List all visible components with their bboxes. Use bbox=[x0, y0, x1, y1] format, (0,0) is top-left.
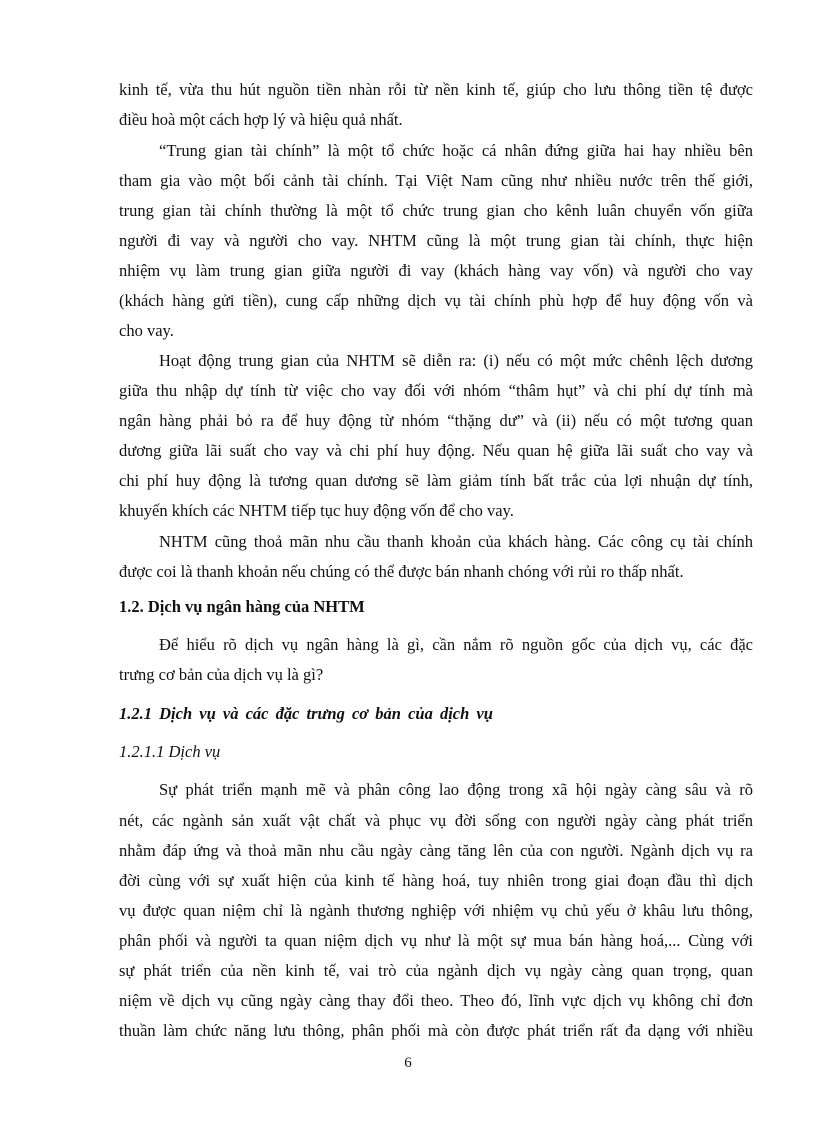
paragraph-line: ngân hàng phải bỏ ra để huy động từ nhóm “thặng dư” và (ii) nếu có một tương quan bbox=[119, 411, 753, 430]
paragraph-line: trưng cơ bản của dịch vụ là gì? bbox=[119, 665, 324, 684]
paragraph-line: Hoạt động trung gian của NHTM sẽ diễn ra: (i) nếu có một mức chênh lệch dương bbox=[159, 351, 753, 370]
paragraph-line: “Trung gian tài chính” là một tổ chức hoặc cá nhân đứng giữa hai hay nhiều bên bbox=[159, 141, 753, 160]
section-heading: 1.2. Dịch vụ ngân hàng của NHTM bbox=[119, 597, 365, 616]
paragraph-line: được coi là thanh khoản nếu chúng có thể được bán nhanh chóng với rủi ro thấp nhất. bbox=[119, 562, 684, 581]
subsubsection-heading: 1.2.1.1 Dịch vụ bbox=[119, 742, 221, 761]
paragraph-line: giữa thu nhập dự tính từ việc cho vay đối với nhóm “thâm hụt” và chi phí dự tính mà bbox=[119, 381, 753, 400]
paragraph-line: nét, các ngành sản xuất vật chất và phục vụ đời sống con người ngày càng phát triển bbox=[119, 811, 753, 830]
paragraph-line: dương giữa lãi suất cho vay và chi phí huy động. Nếu quan hệ giữa lãi suất cho vay và bbox=[119, 441, 753, 460]
paragraph-line: tham gia vào một bối cảnh tài chính. Tại Việt Nam cũng như nhiều nước trên thế giới, bbox=[119, 171, 753, 190]
paragraph-line: trung gian tài chính thường là một tổ chức trung gian cho kênh luân chuyển vốn giữa bbox=[119, 201, 753, 220]
paragraph-line: (khách hàng gửi tiền), cung cấp những dịch vụ tài chính phù hợp để huy động vốn và bbox=[119, 291, 753, 310]
paragraph-line: kinh tế, vừa thu hút nguồn tiền nhàn rỗi từ nền kinh tế, giúp cho lưu thông tiền tệ được bbox=[119, 80, 753, 99]
paragraph-line: vụ được quan niệm chỉ là ngành thương nghiệp với nhiệm vụ chủ yếu ở khâu lưu thông, bbox=[119, 901, 753, 920]
paragraph-line: điều hoà một cách hợp lý và hiệu quả nhất. bbox=[119, 110, 403, 129]
page-number: 6 bbox=[404, 1055, 412, 1071]
paragraph-line: thuần làm chức năng lưu thông, phân phối mà còn được phát triển rất đa dạng với nhiều bbox=[119, 1021, 753, 1040]
paragraph-line: phân phối và người ta quan niệm dịch vụ như là một sự mua bán hàng hoá,... Cùng với bbox=[119, 931, 753, 950]
paragraph-line: nhằm đáp ứng và thoả mãn nhu cầu ngày càng tăng lên của con người. Ngành dịch vụ ra bbox=[119, 841, 753, 860]
paragraph-line: khuyến khích các NHTM tiếp tục huy động vốn để cho vay. bbox=[119, 501, 514, 520]
paragraph-line: chi phí huy động là tương quan dương sẽ làm giảm tính bất trắc của lợi nhuận dự tính, bbox=[119, 471, 753, 490]
paragraph-line: nhiệm vụ làm trung gian giữa người đi vay (khách hàng vay vốn) và người cho vay bbox=[119, 261, 753, 280]
subsection-heading: 1.2.1 Dịch vụ và các đặc trưng cơ bản của dịch vụ bbox=[119, 704, 493, 723]
paragraph-line: cho vay. bbox=[119, 321, 174, 340]
paragraph-line: người đi vay và người cho vay. NHTM cũng là một trung gian tài chính, thực hiện bbox=[119, 231, 753, 250]
paragraph-line: Sự phát triển mạnh mẽ và phân công lao động trong xã hội ngày càng sâu và rõ bbox=[159, 780, 753, 799]
paragraph-line: NHTM cũng thoả mãn nhu cầu thanh khoản của khách hàng. Các công cụ tài chính bbox=[159, 532, 753, 551]
paragraph-line: sự phát triển của nền kinh tế, vai trò của ngành dịch vụ ngày càng quan trọng, quan bbox=[119, 961, 753, 980]
paragraph-line: niệm về dịch vụ cũng ngày càng thay đổi theo. Theo đó, lĩnh vực dịch vụ không chỉ đơn bbox=[119, 991, 753, 1010]
paragraph-line: Để hiểu rõ dịch vụ ngân hàng là gì, cần nắm rõ nguồn gốc của dịch vụ, các đặc bbox=[159, 635, 753, 654]
paragraph-line: đời cùng với sự xuất hiện của kinh tế hàng hoá, tuy nhiên trong giai đoạn đầu thì dịch bbox=[119, 871, 753, 890]
